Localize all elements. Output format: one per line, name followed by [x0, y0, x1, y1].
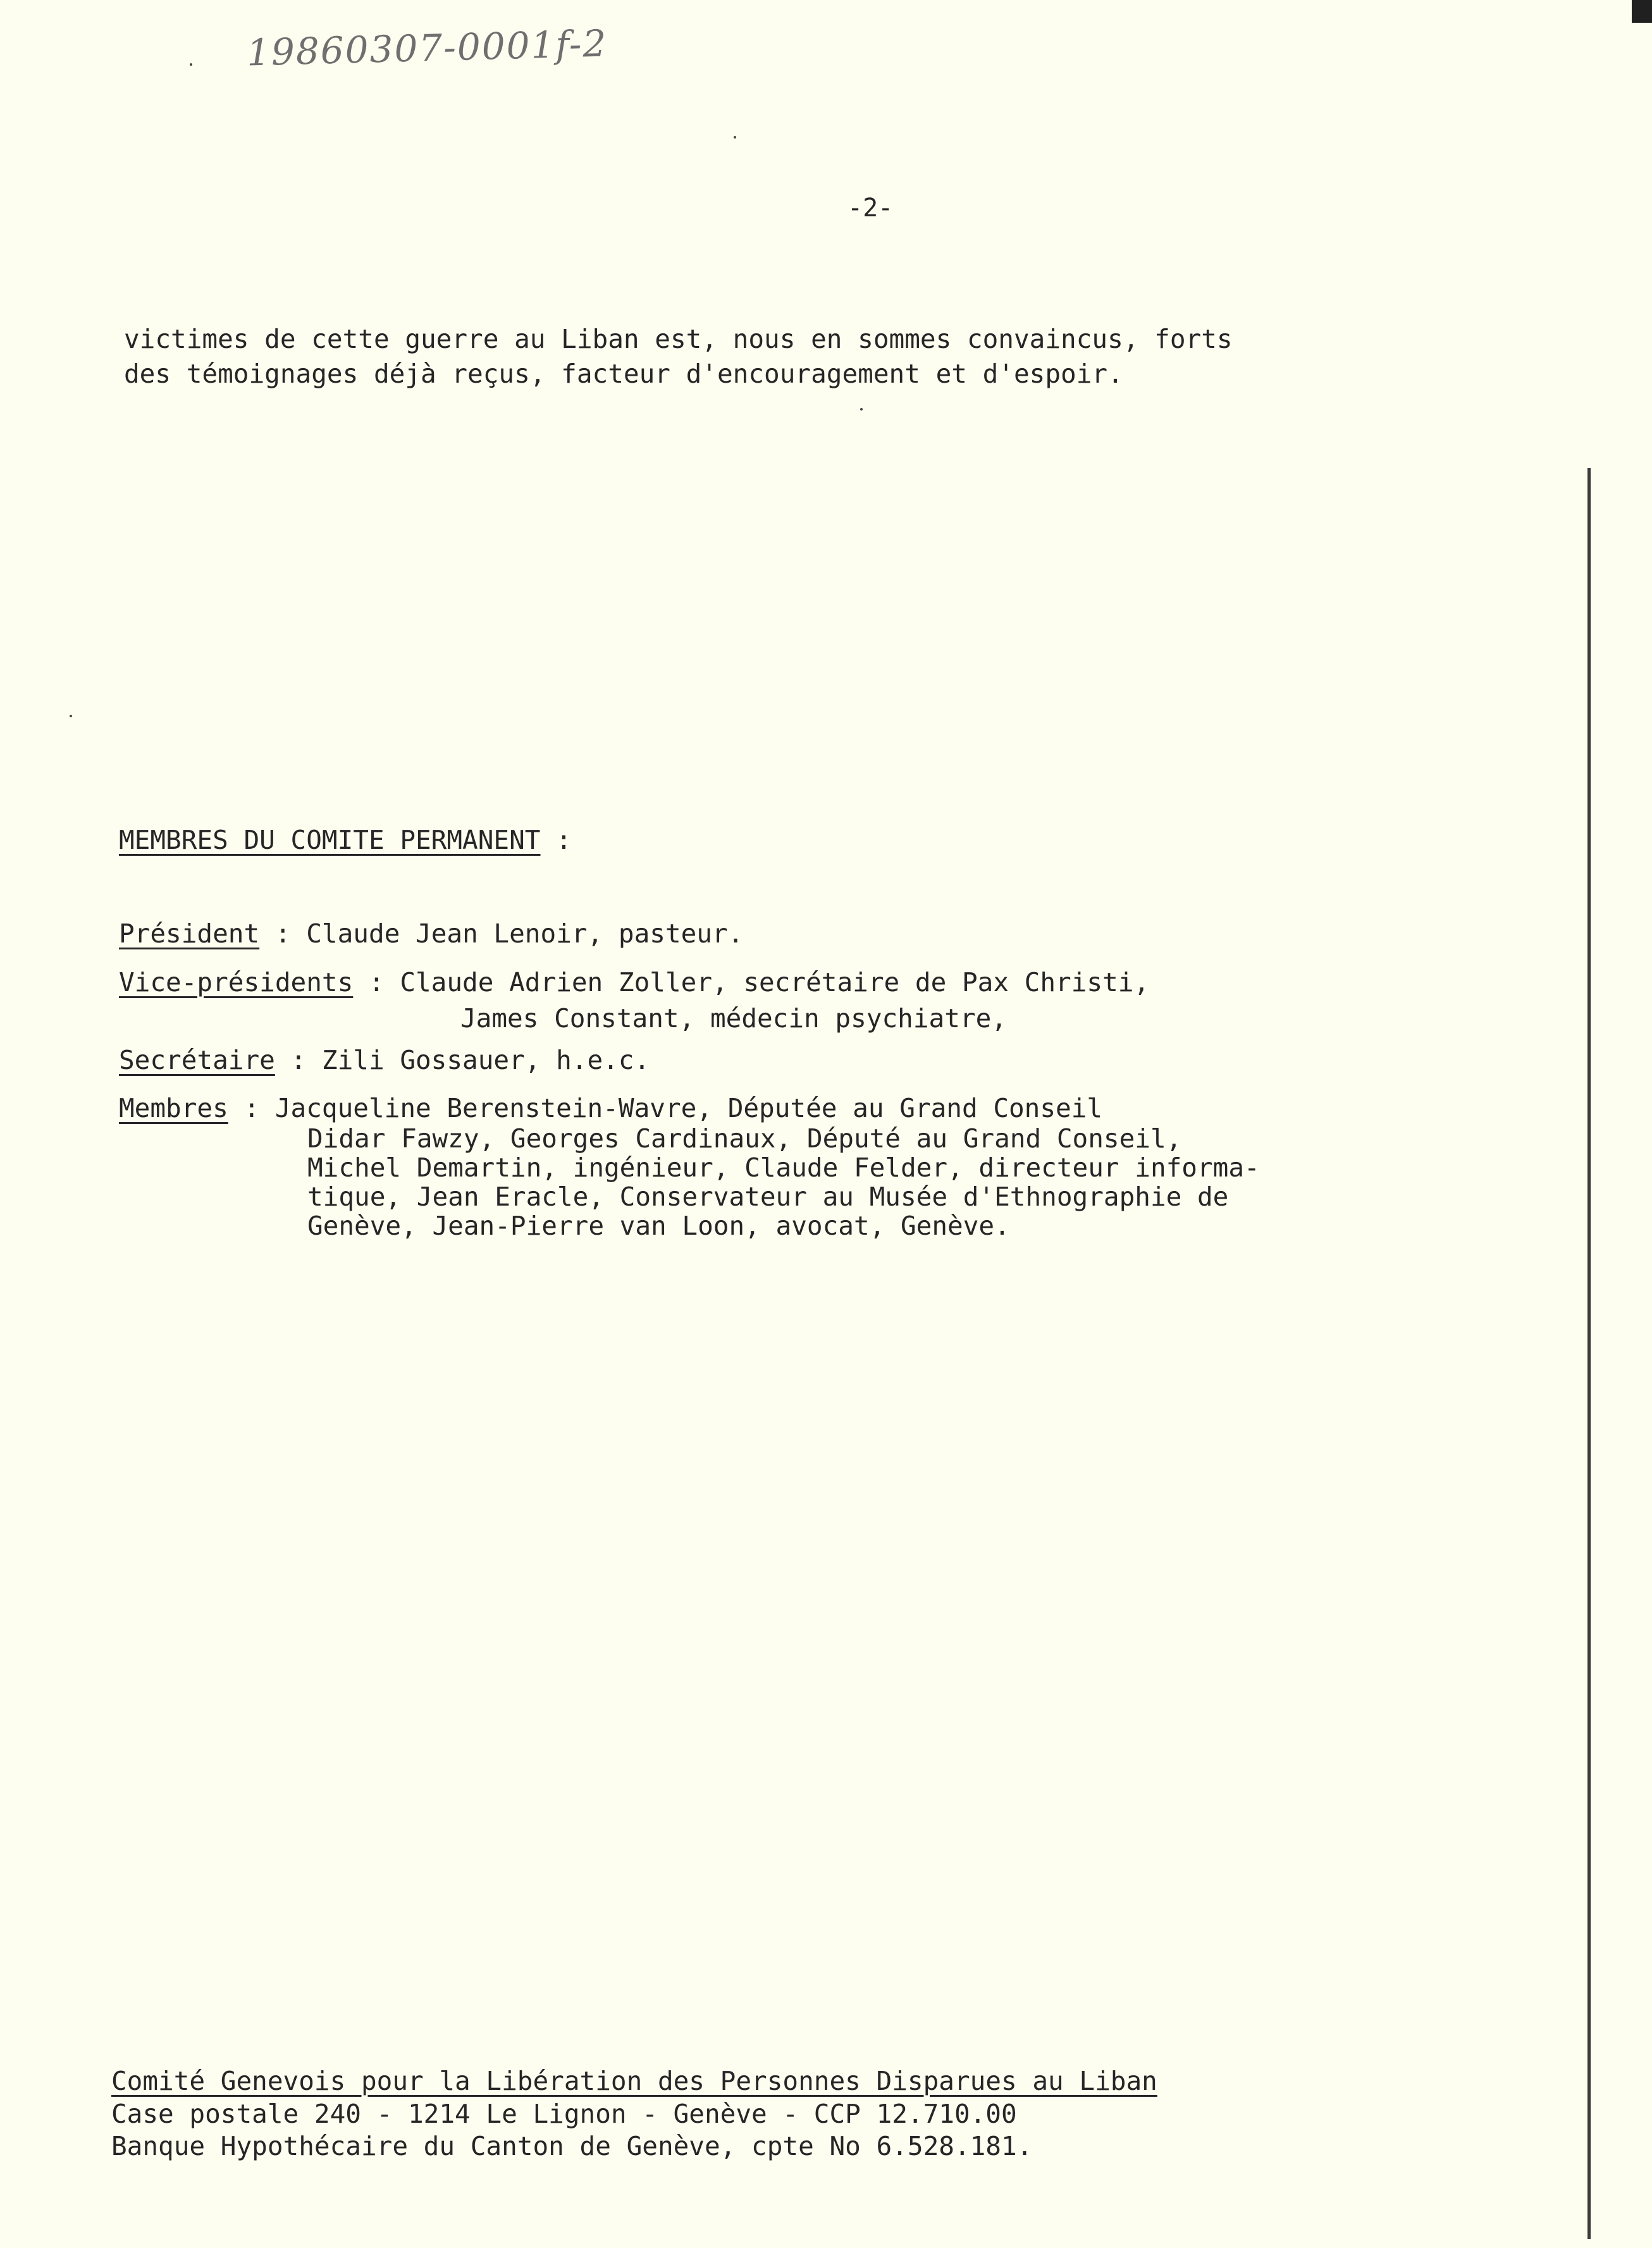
intro-line-2: des témoignages déjà reçus, facteur d'encouragement et d'espoir. — [124, 359, 1123, 389]
scan-corner-mark — [1632, 0, 1652, 23]
page-number: -2- — [848, 194, 894, 223]
president-line — [119, 918, 744, 949]
page-edge-line — [1587, 468, 1591, 2239]
committee-heading-suffix: : — [540, 825, 572, 855]
president-text: : Claude Jean Lenoir, pasteur. — [259, 918, 744, 949]
secretary-label: Secrétaire — [119, 1045, 275, 1075]
members-line-3: Michel Demartin, ingénieur, Claude Felder, directeur informa- — [307, 1152, 1260, 1183]
vice-presidents-line — [119, 967, 1150, 997]
scan-speck — [190, 63, 192, 66]
secretary-line — [119, 1047, 650, 1073]
scan-speck — [860, 408, 863, 411]
vice-presidents-label: Vice-présidents — [119, 967, 354, 997]
president-label: Président — [119, 918, 260, 949]
secretary-text: : Zili Gossauer, h.e.c. — [274, 1045, 650, 1075]
members-line — [119, 1093, 1103, 1123]
vice-presidents-line-2: James Constant, médecin psychiatre, — [460, 1003, 1007, 1034]
committee-heading — [119, 827, 572, 853]
members-label: Membres — [119, 1093, 228, 1123]
members-text: : Jacqueline Berenstein-Wavre, Députée au Grand Conseil — [228, 1093, 1103, 1123]
footer-organization: Comité Genevois pour la Libération des Personnes Disparues au Liban — [111, 2066, 1157, 2096]
vice-presidents-text: : Claude Adrien Zoller, secrétaire de Pax Christi, — [353, 967, 1150, 997]
members-line-2: Didar Fawzy, Georges Cardinaux, Député au Grand Conseil, — [307, 1123, 1182, 1154]
committee-heading-text: MEMBRES DU COMITE PERMANENT — [119, 825, 541, 855]
footer-bank: Banque Hypothécaire du Canton de Genève, cpte No 6.528.181. — [111, 2131, 1033, 2161]
footer-address: Case postale 240 - 1214 Le Lignon - Genève - CCP 12.710.00 — [111, 2099, 1017, 2129]
scan-speck — [70, 715, 72, 717]
intro-line-1: victimes de cette guerre au Liban est, nous en sommes convaincus, forts — [124, 324, 1233, 354]
handwritten-reference: 19860307-0001f-2 — [246, 22, 608, 75]
members-line-4: tique, Jean Eracle, Conservateur au Musée d'Ethnographie de — [307, 1182, 1229, 1212]
scan-speck — [734, 136, 736, 139]
members-line-5: Genève, Jean-Pierre van Loon, avocat, Genève. — [307, 1211, 1010, 1241]
